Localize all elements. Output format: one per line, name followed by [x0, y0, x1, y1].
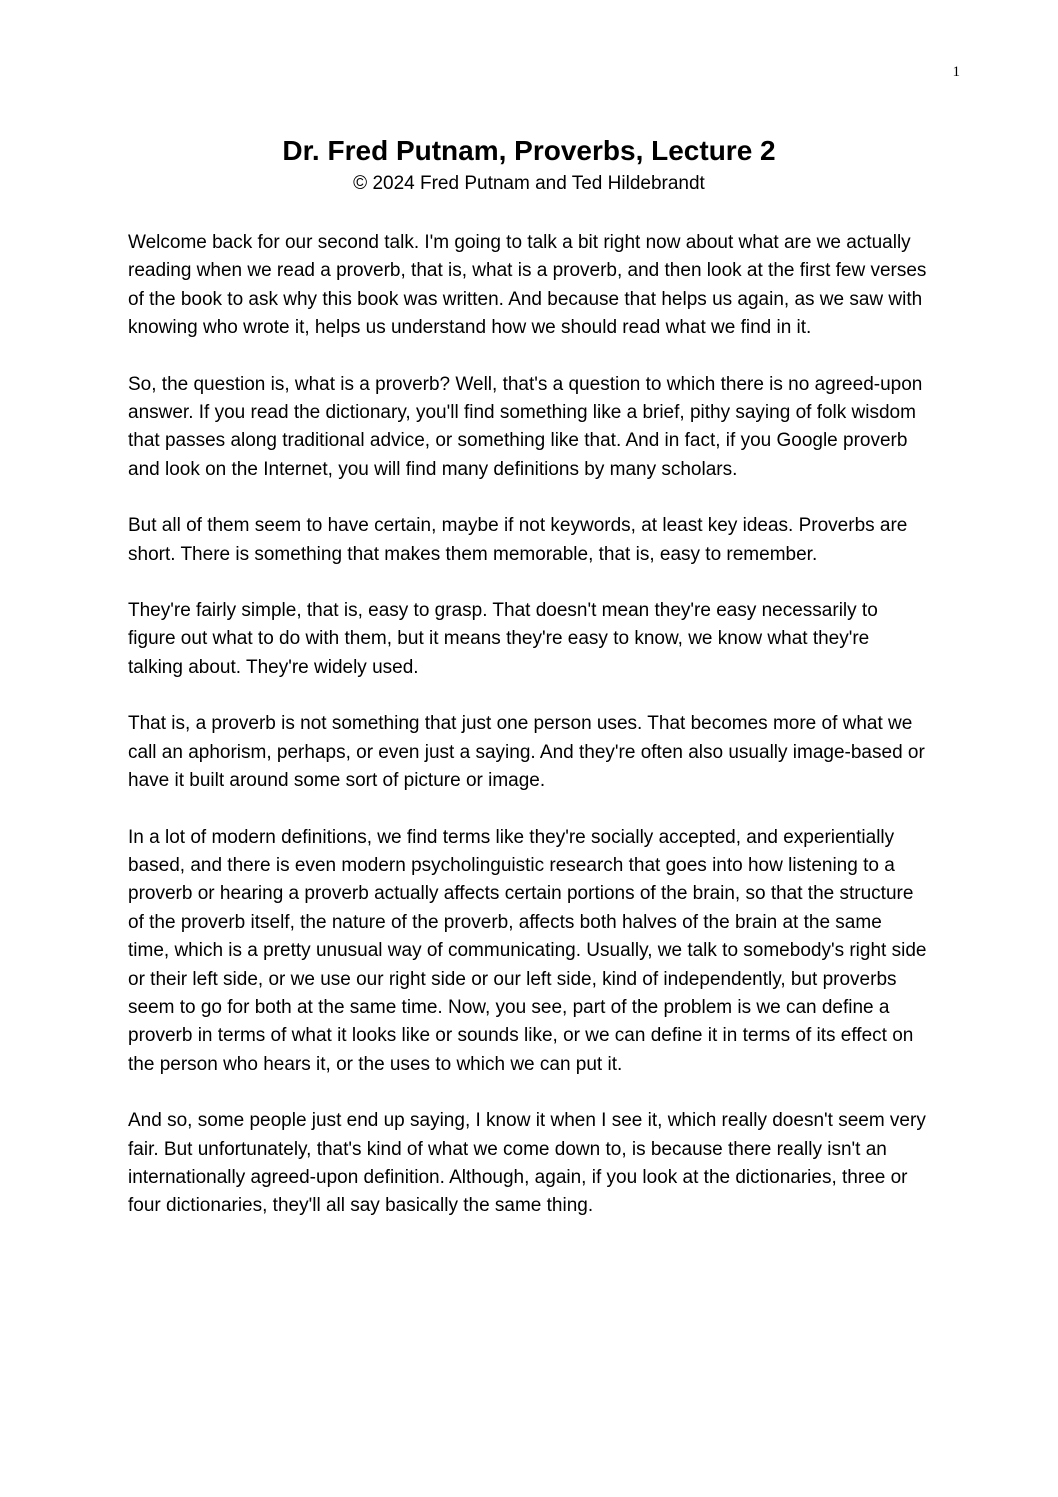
paragraph: They're fairly simple, that is, easy to grasp. That doesn't mean they're easy necessarily to figure out what to do with them, but it means they're easy to know, we know what they're talking about. They're widely used. — [128, 600, 878, 678]
copyright-line: © 2024 Fred Putnam and Ted Hildebrandt — [353, 173, 705, 194]
document-title: Dr. Fred Putnam, Proverbs, Lecture 2 — [282, 135, 776, 166]
paragraph: But all of them seem to have certain, maybe if not keywords, at least key ideas. Proverbs are short. There is something that makes them memorable, that is, easy to remember. — [128, 515, 908, 565]
paragraph: That is, a proverb is not something that just one person uses. That becomes more of what we call an aphorism, perhaps, or even just a saying. And they're often also usually image-based or have it built around some sort of picture or image. — [128, 713, 925, 792]
paragraph: In a lot of modern definitions, we find terms like they're socially accepted, and experientially based, and there is even modern psycholinguistic research that goes into how listening to a proverb or hearing a proverb actually affects certain portions of the brain, so that the structure of the proverb itself, the nature of the proverb, affects both halves of the brain at the same time, which is a pretty unusual way of communicating. Usually, we talk to somebody's right side or their left side, or we use our right side or our left side, kind of independently, but proverbs seem to go for both at the same time. Now, you see, part of the problem is we can define a proverb in terms of what it looks like or sounds like, or we can define it in terms of its effect on the person who hears it, or the uses to which we can put it. — [128, 826, 927, 1075]
paragraph: And so, some people just end up saying, I know it when I see it, which really doesn't seem very fair. But unfortunately, that's kind of what we come down to, is because there really isn't an internationally agreed-upon definition. Although, again, if you look at the dictionaries, three or four dictionaries, they'll all say basically the same thing. — [128, 1110, 926, 1217]
paragraph: So, the question is, what is a proverb? Well, that's a question to which there is no agreed-upon answer. If you read the dictionary, you'll find something like a brief, pithy saying of folk wisdom that passes along traditional advice, or something like that. And in fact, if you Google proverb and look on the Internet, you will find many definitions by many scholars. — [128, 373, 923, 480]
page-number: 1 — [952, 64, 960, 80]
document-body — [128, 229, 928, 1249]
paragraph: Welcome back for our second talk. I'm going to talk a bit right now about what are we actually reading when we read a proverb, that is, what is a proverb, and then look at the first few verses of the book to ask why this book was written. And because that helps us again, as we saw with knowing who wrote it, helps us understand how we should read what we find in it. — [128, 232, 927, 339]
